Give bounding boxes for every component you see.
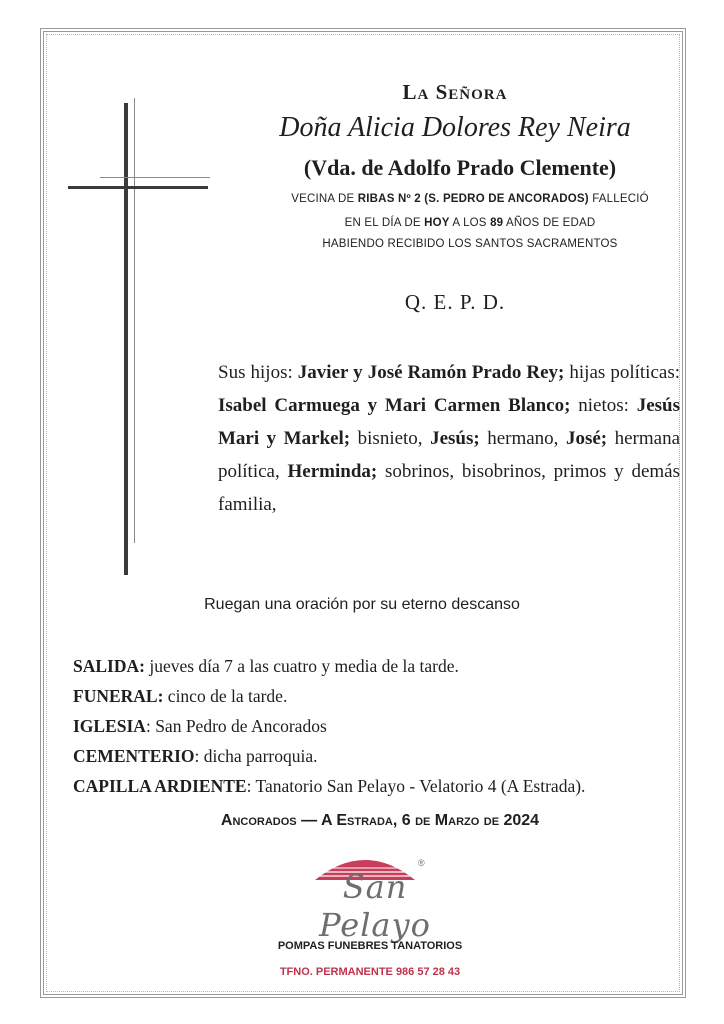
qepd: Q. E. P. D.: [404, 290, 506, 314]
family-paragraph: Sus hijos: Javier y José Ramón Prado Rey; hijas políticas: Isabel Carmuega y Mari Carmen Blanco; nietos: Jesús Mari y Markel; bisnieto, Jesús; hermano, José; hermana política, Herminda; sobrinos, bisobrinos, primos y demás familia,: [218, 362, 681, 515]
widow-of: (Vda. de Adolfo Prado Clemente): [303, 155, 617, 180]
company-logo-text: San Pelayo: [319, 868, 431, 944]
detail-departure: SALIDA: jueves día 7 a las cuatro y media de la tarde.: [73, 656, 459, 676]
prayer-request: Ruegan una oración por su eterno descanso: [204, 596, 520, 613]
registered-mark: ®: [418, 858, 425, 868]
honorific-title: La Señora: [402, 80, 508, 104]
detail-cemetery: CEMENTERIO: dicha parroquia.: [73, 746, 318, 766]
company-phone: TFNO. PERMANENTE 986 57 28 43: [279, 966, 461, 978]
place-and-date: Ancorados — A Estrada, 6 de Marzo de 2024: [220, 812, 540, 829]
detail-funeral: FUNERAL: cinco de la tarde.: [73, 686, 288, 706]
notice-line-1: VECINA DE RIBAS Nº 2 (S. PEDRO DE ANCORADOS) FALLECIÓ: [291, 193, 649, 205]
notice-line-2: EN EL DÍA DE HOY A LOS 89 AÑOS DE EDAD: [344, 217, 596, 229]
notice-line-3: HABIENDO RECIBIDO LOS SANTOS SACRAMENTOS: [322, 238, 618, 250]
detail-church: IGLESIA: San Pedro de Ancorados: [73, 716, 327, 736]
deceased-name: Doña Alicia Dolores Rey Neira: [279, 112, 631, 143]
detail-chapel: CAPILLA ARDIENTE: Tanatorio San Pelayo - Velatorio 4 (A Estrada).: [73, 776, 586, 796]
company-tagline: POMPAS FUNEBRES TANATORIOS: [277, 940, 463, 952]
